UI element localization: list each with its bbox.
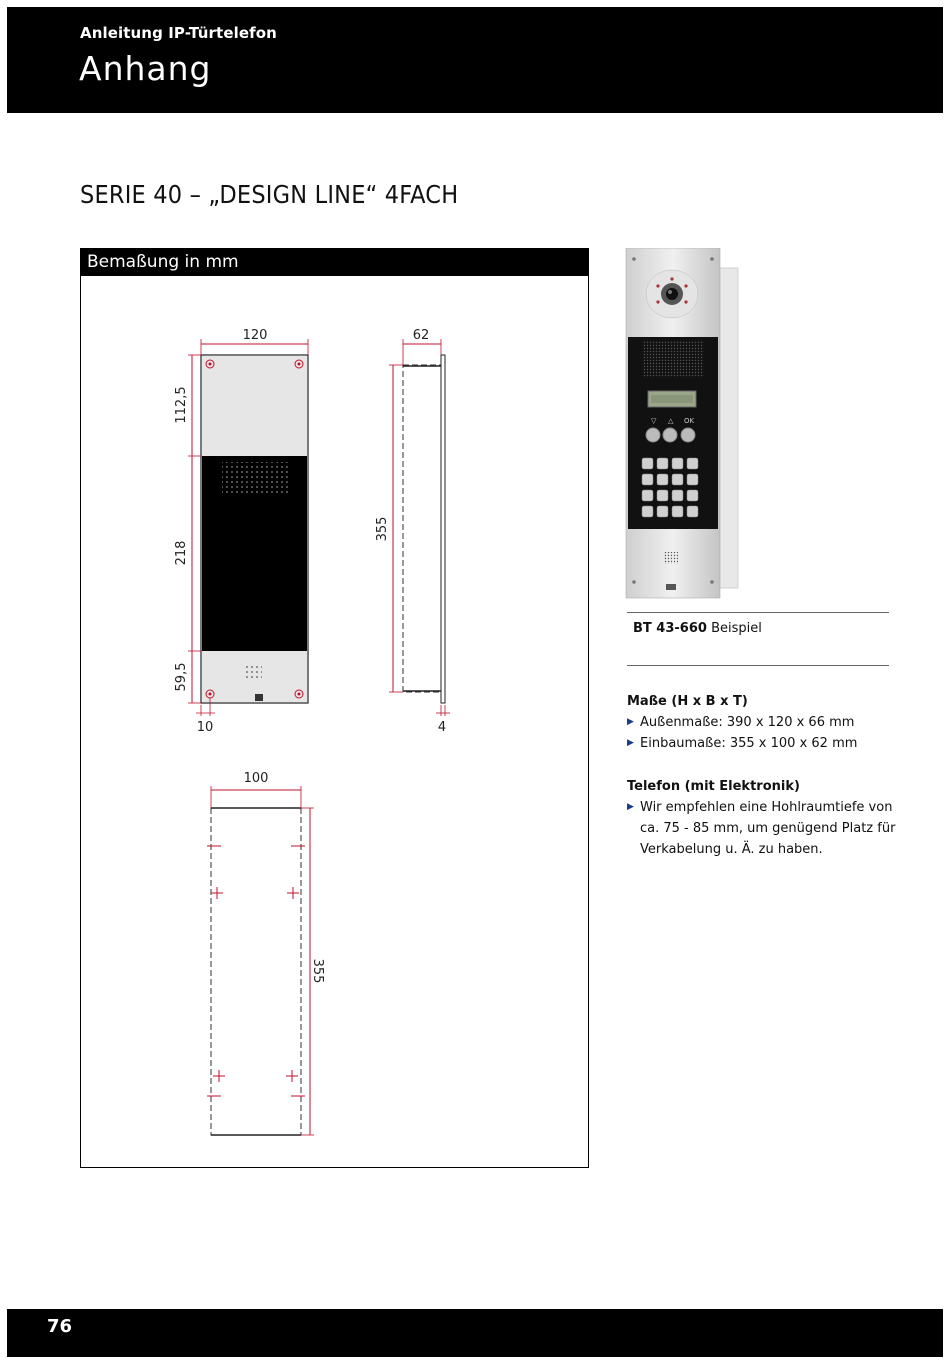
caption-divider-bottom [627, 665, 889, 666]
dim-front-width: 120 [242, 328, 268, 343]
list-item: ▶ Außenmaße: 390 x 120 x 66 mm [627, 712, 857, 733]
bullet-arrow-icon: ▶ [627, 802, 634, 812]
page-footer [7, 1309, 943, 1357]
phone-spec [627, 776, 895, 860]
product-photo [622, 248, 740, 600]
drawing-frame-title: Bemaßung in mm [81, 249, 588, 276]
dimensions-spec [627, 691, 857, 754]
header-title: Anhang [79, 49, 212, 88]
front-view [201, 355, 308, 703]
product-model: BT 43-660 [633, 621, 707, 636]
keypad-label-ok: OK [684, 417, 695, 425]
dim-mid-height: 218 [174, 540, 189, 566]
header-subtitle: Anleitung IP-Türtelefon [80, 24, 277, 42]
product-caption [633, 621, 762, 636]
keypad-label-down: ▽ [651, 417, 657, 425]
dim-box-width: 100 [243, 771, 269, 786]
dim-side-depth: 62 [412, 328, 430, 343]
bullet-arrow-icon: ▶ [627, 717, 634, 727]
bullet-arrow-icon: ▶ [627, 738, 634, 748]
keypad-label-up: △ [668, 417, 674, 425]
caption-suffix: Beispiel [711, 621, 762, 636]
dim-bottom-height: 59,5 [174, 662, 189, 692]
side-view [403, 355, 445, 703]
page-number: 76 [47, 1316, 73, 1337]
caption-divider-top [627, 612, 889, 613]
dim-hole-offset: 10 [196, 720, 214, 735]
dim-box-height: 355 [310, 958, 325, 984]
phone-title: Telefon (mit Elektronik) [627, 779, 800, 794]
installation-box-view [207, 808, 305, 1135]
list-item: ▶ Einbaumaße: 355 x 100 x 62 mm [627, 733, 857, 754]
dim-flange: 4 [437, 720, 447, 735]
page-heading: SERIE 40 – „DESIGN LINE“ 4FACH [80, 180, 459, 209]
dimensions-title: Maße (H x B x T) [627, 694, 748, 709]
dim-side-height: 355 [375, 516, 390, 542]
dim-top-height: 112,5 [174, 386, 189, 424]
list-item: ▶ Wir empfehlen eine Hohlraumtiefe von ca. 75 - 85 mm, um genügend Platz für Verkabelung u. Ä. zu haben. [627, 797, 895, 860]
